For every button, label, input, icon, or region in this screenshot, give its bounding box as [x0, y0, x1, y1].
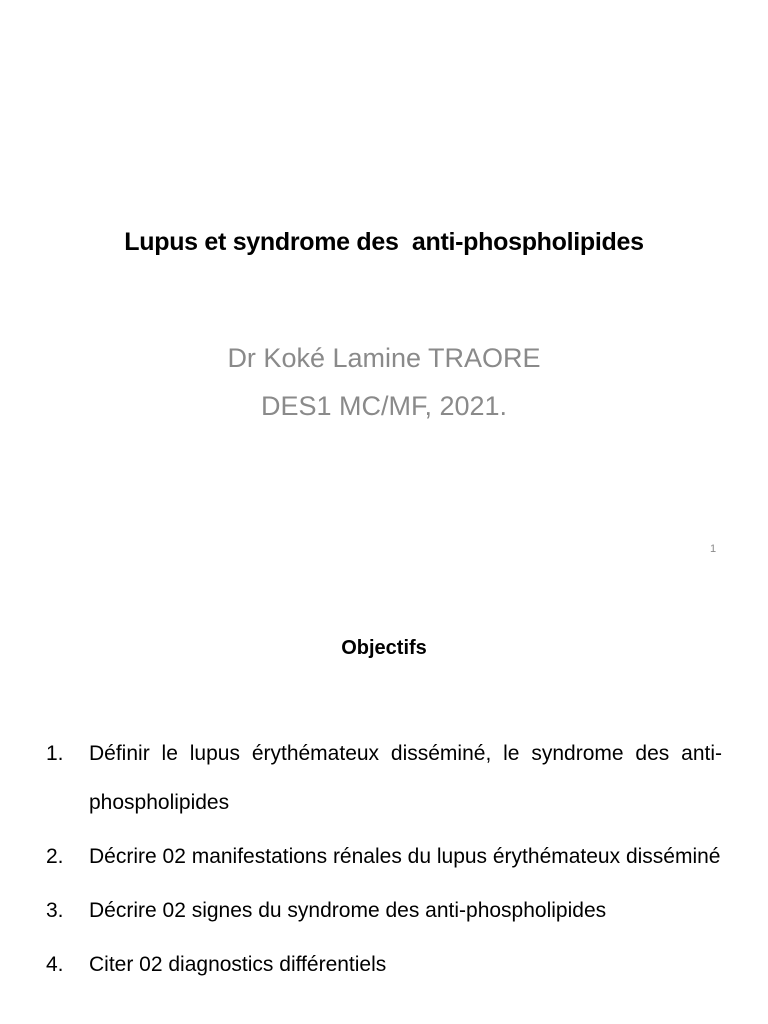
- objective-number: 3.: [46, 899, 64, 922]
- objectives-list: [46, 729, 722, 994]
- objective-number: 2.: [46, 845, 64, 868]
- author-affiliation: DES1 MC/MF, 2021.: [260, 391, 508, 421]
- objective-item: [46, 940, 722, 989]
- presentation-subtitle: [0, 334, 768, 430]
- objective-number: 1.: [46, 742, 64, 765]
- objectives-heading: Objectifs: [341, 637, 427, 659]
- author-name: Dr Koké Lamine TRAORE: [227, 343, 541, 373]
- objectives-slide: [0, 580, 768, 1024]
- objective-item: [46, 886, 722, 935]
- slide-number: 1: [710, 543, 717, 555]
- objective-text: Décrire 02 manifestations rénales du lupus érythémateux disséminé: [89, 845, 721, 868]
- objective-text: Décrire 02 signes du syndrome des anti-phospholipides: [89, 899, 607, 922]
- objective-number: 4.: [46, 953, 64, 976]
- objective-text: Citer 02 diagnostics différentiels: [89, 953, 387, 976]
- objective-text: Définir le lupus érythémateux disséminé, le syndrome des anti-phospholipides: [89, 742, 722, 814]
- objective-item: [46, 832, 722, 881]
- presentation-title: Lupus et syndrome des anti-phospholipides: [124, 228, 644, 256]
- objective-item: [46, 729, 722, 827]
